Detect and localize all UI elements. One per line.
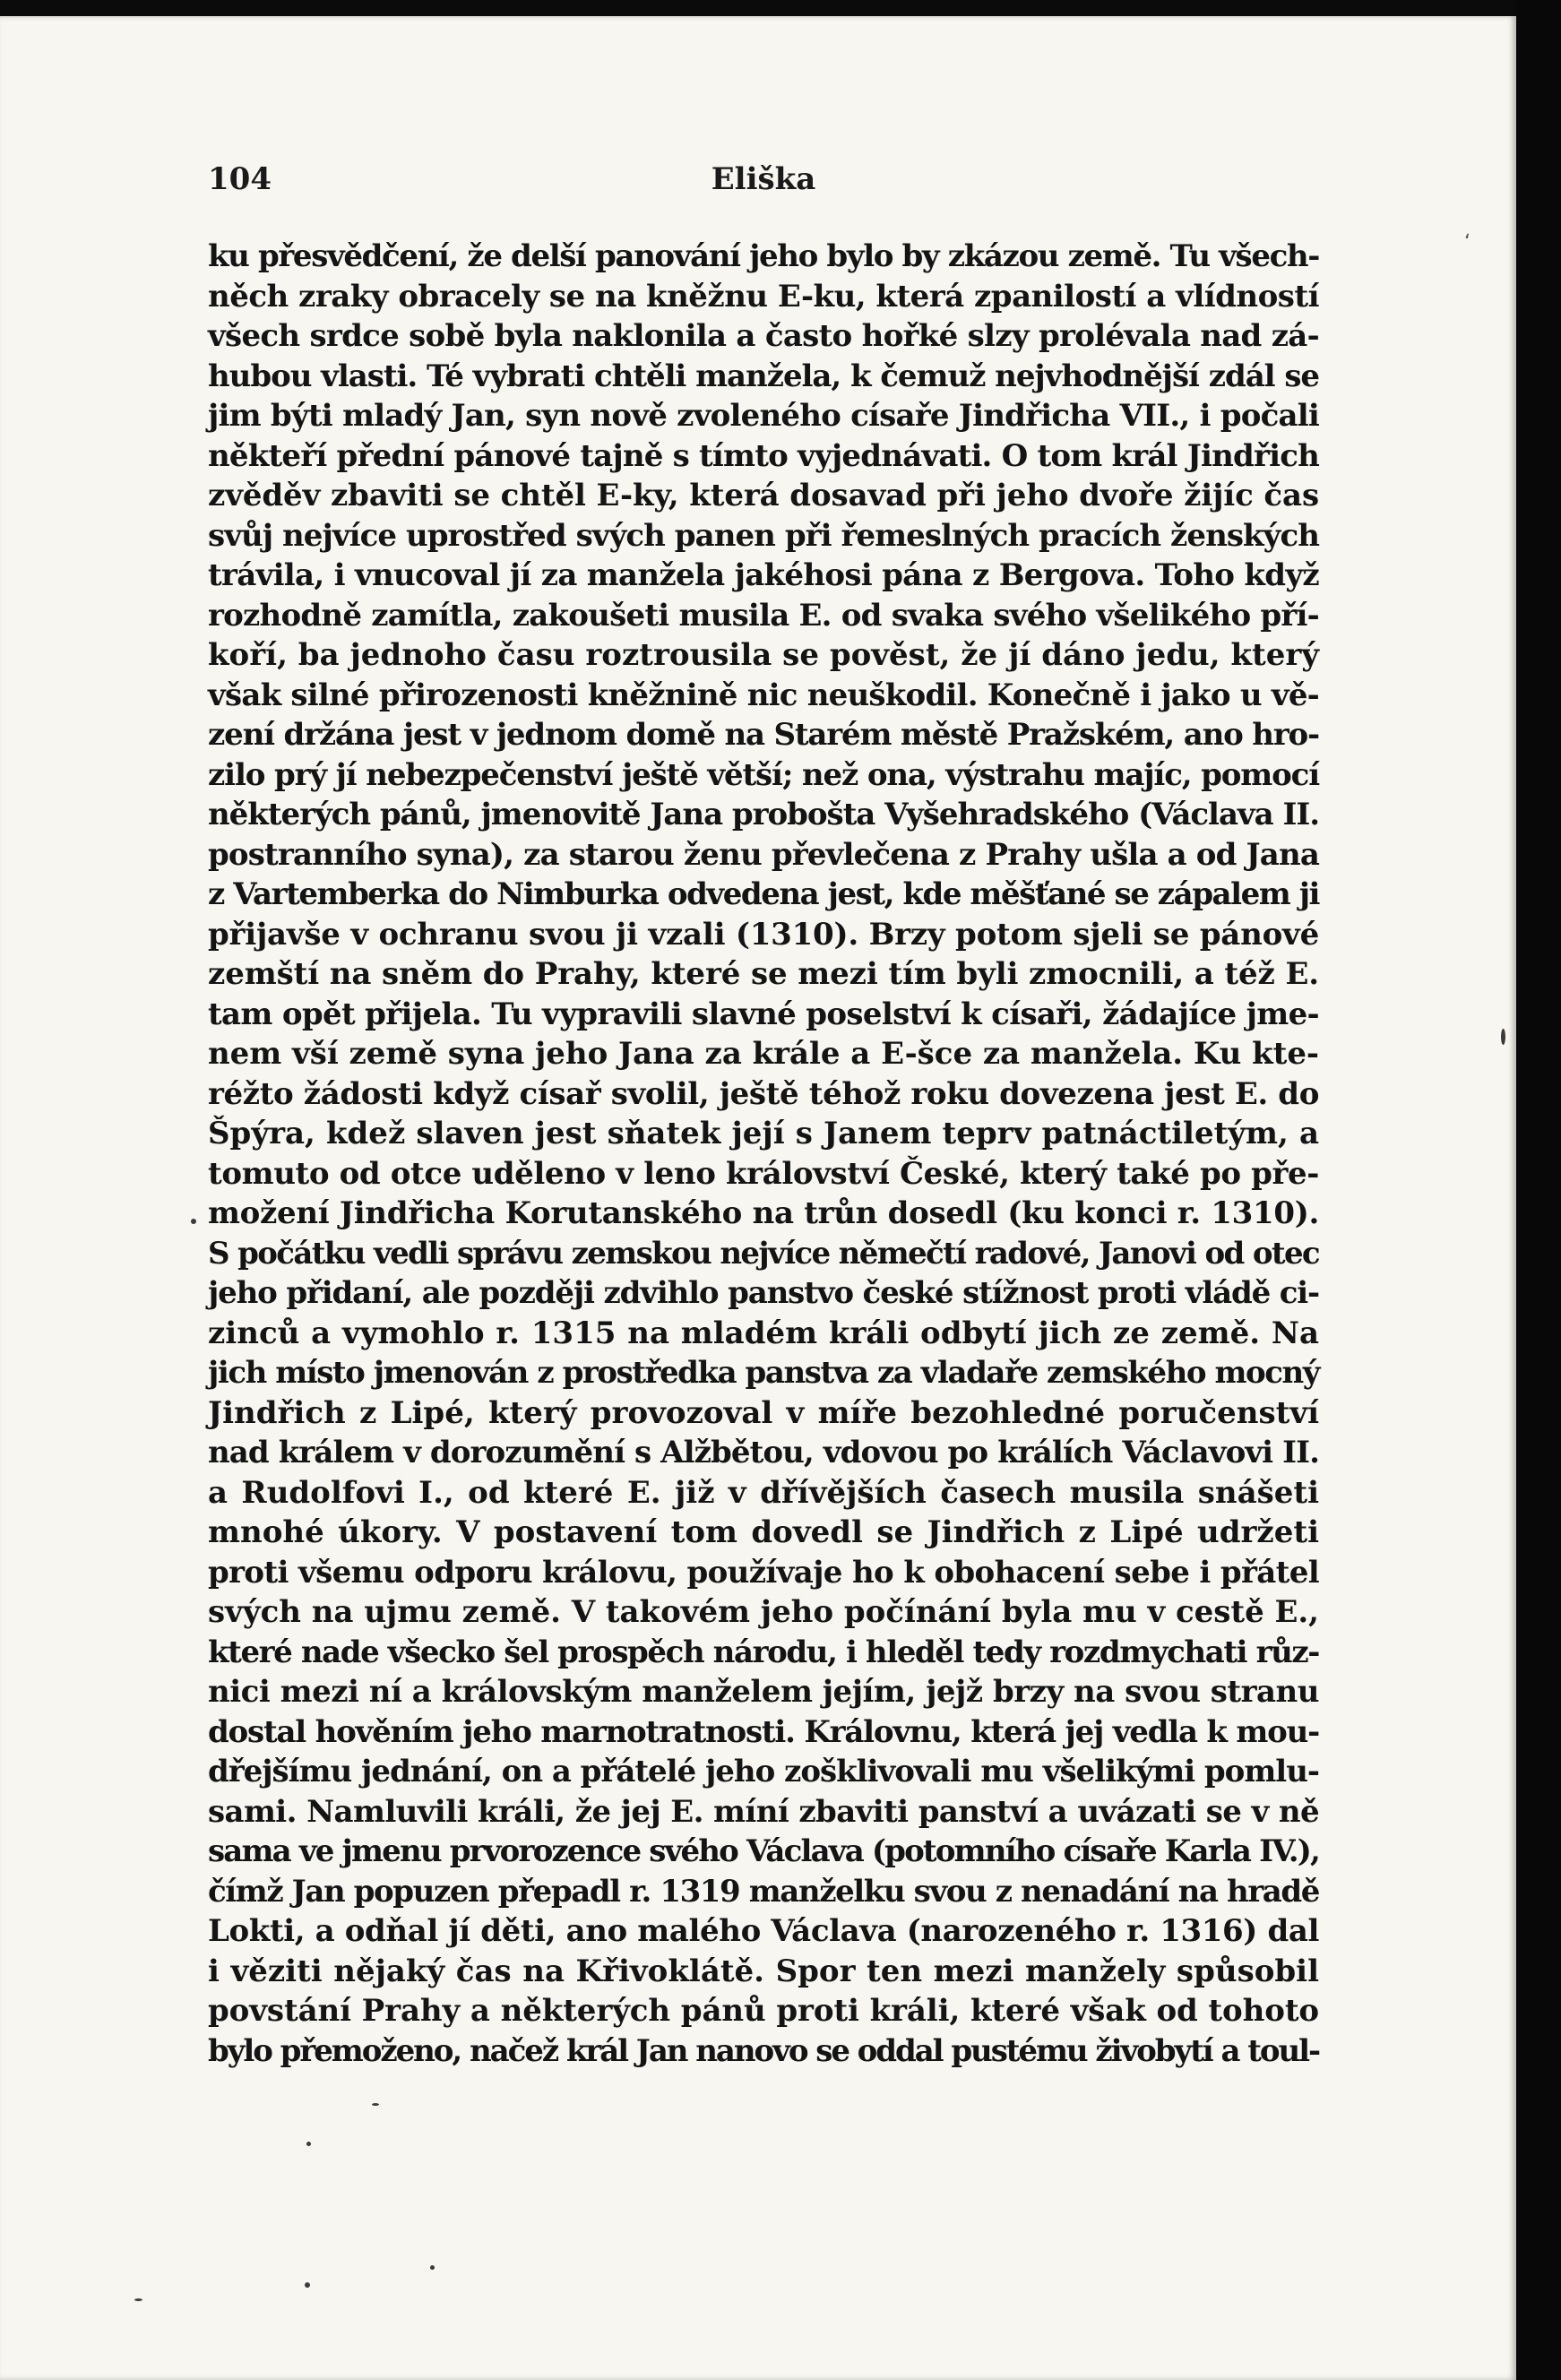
text-line: sami. Namluvili králi, že jej E. míní zbaviti panství a uvázati se v ně: [208, 1793, 1319, 1830]
running-title: Eliška: [711, 161, 816, 197]
text-line: čímž Jan popuzen přepadl r. 1319 manželku svou z nenadání na hradě: [208, 1873, 1319, 1910]
page-number: 104: [208, 161, 272, 197]
text-line: některých pánů, jmenovitě Jana probošta Vyšehradského (Václava II.: [208, 797, 1319, 832]
margin-speck: [306, 2142, 311, 2146]
margin-speck: [430, 2265, 435, 2270]
text-line: dostal hověním jeho marnotratnosti. Královnu, která jej vedla k mou-: [208, 1713, 1320, 1750]
text-line: bylo přemoženo, načež král Jan nanovo se oddal pustému živobytí a toul-: [208, 2032, 1320, 2069]
margin-speck: [372, 2103, 379, 2106]
text-line: které nade všecko šel prospěch národu, i hleděl tedy rozdmychati růz-: [208, 1634, 1320, 1670]
body-text: [208, 237, 1319, 2071]
text-line: tomuto od otce uděleno v leno království České, který také po pře-: [208, 1155, 1319, 1192]
text-line: i věziti nějaký čas na Křivoklátě. Spor ten mezi manžely spůsobil: [208, 1953, 1319, 1989]
margin-speck: [134, 2298, 142, 2301]
text-line: hubou vlasti. Té vybrati chtěli manžela, k čemuž nejvhodnější zdál se: [208, 358, 1320, 394]
text-line: dřejšímu jednání, on a přátelé jeho zošklivovali mu všelikými pomlu-: [208, 1754, 1319, 1789]
margin-speck: [305, 2282, 310, 2288]
text-line: povstání Prahy a některých pánů proti králi, které však od tohoto: [208, 1993, 1320, 2029]
text-line: zilo prý jí nebezpečenství ještě větší; než ona, výstrahu majíc, pomocí: [208, 756, 1319, 793]
text-line: zvěděv zbaviti se chtěl E-ky, která dosavad při jeho dvoře žijíc čas: [208, 478, 1319, 513]
text-line: proti všemu odporu královu, používaje ho k obohacení sebe i přátel: [208, 1554, 1320, 1591]
text-line: však silné přirozenosti kněžnině nic neuškodil. Konečně i jako u vě-: [208, 677, 1319, 713]
text-line: Jindřich z Lipé, který provozoval v míře bezohledné poručenství: [208, 1394, 1319, 1431]
text-line: Špýra, kdež slaven jest sňatek její s Janem teprv patnáctiletým, a: [208, 1116, 1319, 1151]
text-line: nad králem v dorozumění s Alžbětou, vdovou po králích Václavovi II.: [208, 1435, 1319, 1470]
text-line: možení Jindřicha Korutanského na trůn dosedl (ku konci r. 1310).: [208, 1195, 1319, 1231]
text-line: přijavše v ochranu svou ji vzali (1310). Brzy potom sjeli se pánové: [208, 916, 1319, 953]
text-line: ku přesvědčení, že delší panování jeho bylo by zkázou země. Tu všech-: [208, 238, 1319, 274]
text-line: tam opět přijela. Tu vypravili slavné poselství k císaři, žádajíce jme-: [208, 996, 1319, 1032]
margin-speck: [1501, 1029, 1505, 1045]
text-line: mnohé úkory. V postavení tom dovedl se Jindřich z Lipé udržeti: [208, 1514, 1319, 1550]
text-line: a Rudolfovi I., od které E. již v dřívějších časech musila snášeti: [208, 1474, 1319, 1511]
text-line: z Vartemberka do Nimburka odvedena jest, kde měšťané se zápalem ji: [208, 876, 1320, 912]
text-line: zemští na sněm do Prahy, které se mezi tím byli zmocnili, a též E.: [208, 956, 1319, 992]
text-line: sama ve jmenu prvorozence svého Václava (potomního císaře Karla IV.),: [208, 1833, 1319, 1869]
text-line: jich místo jmenován z prostředka panstva za vladaře zemského mocný: [208, 1355, 1320, 1391]
text-line: S počátku vedli správu zemskou nejvíce němečtí radové, Janovi od otec: [208, 1235, 1319, 1272]
margin-speck: [191, 1219, 196, 1224]
text-line: svých na ujmu země. V takovém jeho počínání byla mu v cestě E.,: [208, 1594, 1319, 1630]
text-line: jim býti mladý Jan, syn nově zvoleného císaře Jindřicha VII., i počali: [208, 398, 1320, 434]
text-line: něch zraky obracely se na kněžnu E-ku, která zpanilostí a vlídností: [208, 278, 1319, 315]
text-line: zení držána jest v jednom domě na Starém městě Pražském, ano hro-: [208, 717, 1319, 753]
text-line: trávila, i vnucoval jí za manžela jakéhosi pána z Bergova. Toho když: [208, 557, 1319, 593]
margin-speck: ʻ: [1464, 231, 1470, 254]
text-line: nem vší země syna jeho Jana za krále a E-šce za manžela. Ku kte-: [208, 1036, 1319, 1072]
text-line: někteří přední pánové tajně s tímto vyjednávati. O tom král Jindřich: [208, 437, 1320, 474]
text-line: zinců a vymohlo r. 1315 na mladém králi odbytí jich ze země. Na: [208, 1315, 1319, 1351]
text-line: koří, ba jednoho času roztrousila se pověst, že jí dáno jedu, který: [208, 637, 1319, 673]
scan-border: [1516, 0, 1561, 2380]
text-line: rozhodně zamítla, zakoušeti musila E. od svaka svého všelikého pří-: [208, 597, 1319, 634]
text-line: réžto žádosti když císař svolil, ještě téhož roku dovezena jest E. do: [208, 1075, 1320, 1112]
text-line: všech srdce sobě byla naklonila a často hořké slzy prolévala nad zá-: [208, 318, 1320, 354]
text-line: svůj nejvíce uprostřed svých panen při řemeslných pracích ženských: [208, 517, 1319, 554]
text-line: jeho přidaní, ale později zdvihlo panstvo české stížnost proti vládě ci-: [208, 1275, 1319, 1311]
text-line: nici mezi ní a královským manželem jejím, jejž brzy na svou stranu: [208, 1674, 1319, 1710]
text-line: postranního syna), za starou ženu převlečena z Prahy ušla a od Jana: [208, 836, 1320, 873]
page-header: [208, 161, 1319, 206]
text-line: Lokti, a odňal jí děti, ano malého Václava (narozeného r. 1316) dal: [208, 1913, 1319, 1949]
